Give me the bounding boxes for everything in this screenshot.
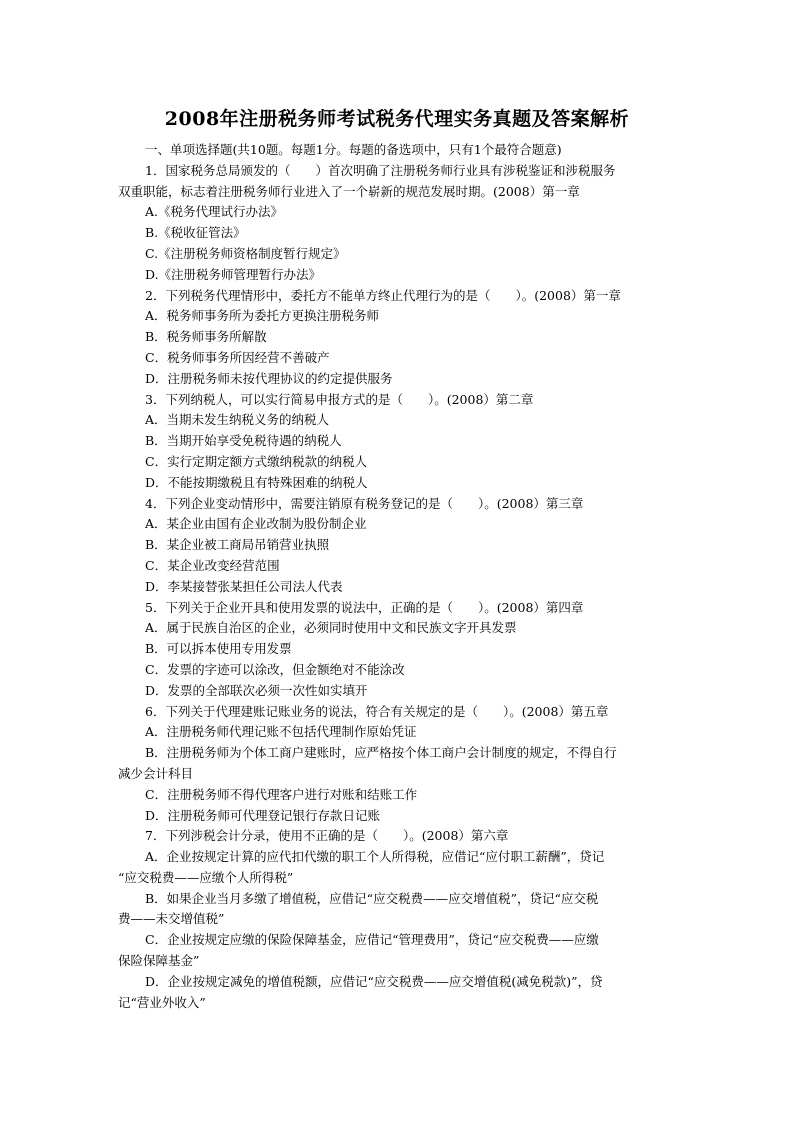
option: D．不能按期缴税且有特殊困难的纳税人 xyxy=(145,474,368,490)
option: C．发票的字迹可以涂改，但金额绝对不能涂改 xyxy=(145,661,405,677)
question-stem: 3．下列纳税人，可以实行简易申报方式的是（ ）。(2008）第二章 xyxy=(145,391,534,407)
question-stem: 7．下列涉税会计分录，使用不正确的是（ ）。(2008）第六章 xyxy=(145,828,509,844)
section-header: 一、单项选择题(共10题。每题1分。每题的备选项中，只有1个最符合题意) xyxy=(145,142,562,157)
option-cont: 费——未交增值税” xyxy=(118,911,225,927)
option: C．实行定期定额方式缴纳税款的纳税人 xyxy=(145,453,368,469)
option: A．税务师事务所为委托方更换注册税务师 xyxy=(145,308,380,324)
option: D．注册税务师未按代理协议的约定提供服务 xyxy=(145,370,393,386)
option: C.《注册税务师资格制度暂行规定》 xyxy=(145,245,346,261)
option: A．属于民族自治区的企业，必须同时使用中文和民族文字开具发票 xyxy=(145,620,517,636)
option: D．发票的全部联次必须一次性如实填开 xyxy=(145,682,368,698)
document-title: 2008年注册税务师考试税务代理实务真题及答案解析 xyxy=(164,108,630,130)
option: A．企业按规定计算的应代扣代缴的职工个人所得税，应借记“应付职工薪酬”，贷记 xyxy=(145,849,605,865)
option: C．税务师事务所因经营不善破产 xyxy=(145,349,330,365)
option: A.《税务代理试行办法》 xyxy=(145,204,284,220)
option-cont: 保险保障基金” xyxy=(118,953,200,969)
option: A．某企业由国有企业改制为股份制企业 xyxy=(145,516,367,532)
option: C．企业按规定应缴的保险保障基金，应借记“管理费用”，贷记“应交税费——应缴 xyxy=(145,932,599,948)
option-cont: 记“营业外收入” xyxy=(118,994,206,1010)
option: D．企业按规定减免的增值税额，应借记“应交税费——应交增值税(减免税款)”，贷 xyxy=(145,973,603,989)
option: C．某企业改变经营范围 xyxy=(145,557,280,573)
option: B．注册税务师为个体工商户建账时，应严格按个体工商户会计制度的规定，不得自行 xyxy=(145,745,617,761)
option: B．税务师事务所解散 xyxy=(145,329,267,345)
option: D.《注册税务师管理暂行办法》 xyxy=(145,266,322,282)
option: D．注册税务师可代理登记银行存款日记账 xyxy=(145,807,381,823)
option: A．当期未发生纳税义务的纳税人 xyxy=(145,412,330,428)
option-cont: “应交税费——应缴个人所得税” xyxy=(118,869,294,885)
option: B．某企业被工商局吊销营业执照 xyxy=(145,537,330,553)
question-stem-cont: 双重职能，标志着注册税务师行业进入了一个崭新的规范发展时期。(2008）第一章 xyxy=(118,183,580,199)
option: B．当期开始享受免税待遇的纳税人 xyxy=(145,433,342,449)
option: D．李某接替张某担任公司法人代表 xyxy=(145,578,343,594)
question-stem: 4．下列企业变动情形中，需要注销原有税务登记的是（ ）。(2008）第三章 xyxy=(145,495,584,511)
option: B．可以拆本使用专用发票 xyxy=(145,641,292,657)
question-stem: 6．下列关于代理建账记账业务的说法，符合有关规定的是（ ）。(2008）第五章 xyxy=(145,703,609,719)
option: B．如果企业当月多缴了增值税，应借记“应交税费——应交增值税”，贷记“应交税 xyxy=(145,890,599,906)
document-body xyxy=(118,140,678,1013)
option-cont: 减少会计科目 xyxy=(118,765,194,781)
option: C．注册税务师不得代理客户进行对账和结账工作 xyxy=(145,786,418,802)
question-stem: 2．下列税务代理情形中，委托方不能单方终止代理行为的是（ ）。(2008）第一章 xyxy=(145,287,621,303)
question-stem: 5．下列关于企业开具和使用发票的说法中，正确的是（ ）。(2008）第四章 xyxy=(145,599,584,615)
option: A．注册税务师代理记账不包括代理制作原始凭证 xyxy=(145,724,417,740)
option: B.《税收征管法》 xyxy=(145,225,246,241)
question-stem: 1．国家税务总局颁发的（ ）首次明确了注册税务师行业具有涉税鉴证和涉税服务 xyxy=(145,162,616,178)
